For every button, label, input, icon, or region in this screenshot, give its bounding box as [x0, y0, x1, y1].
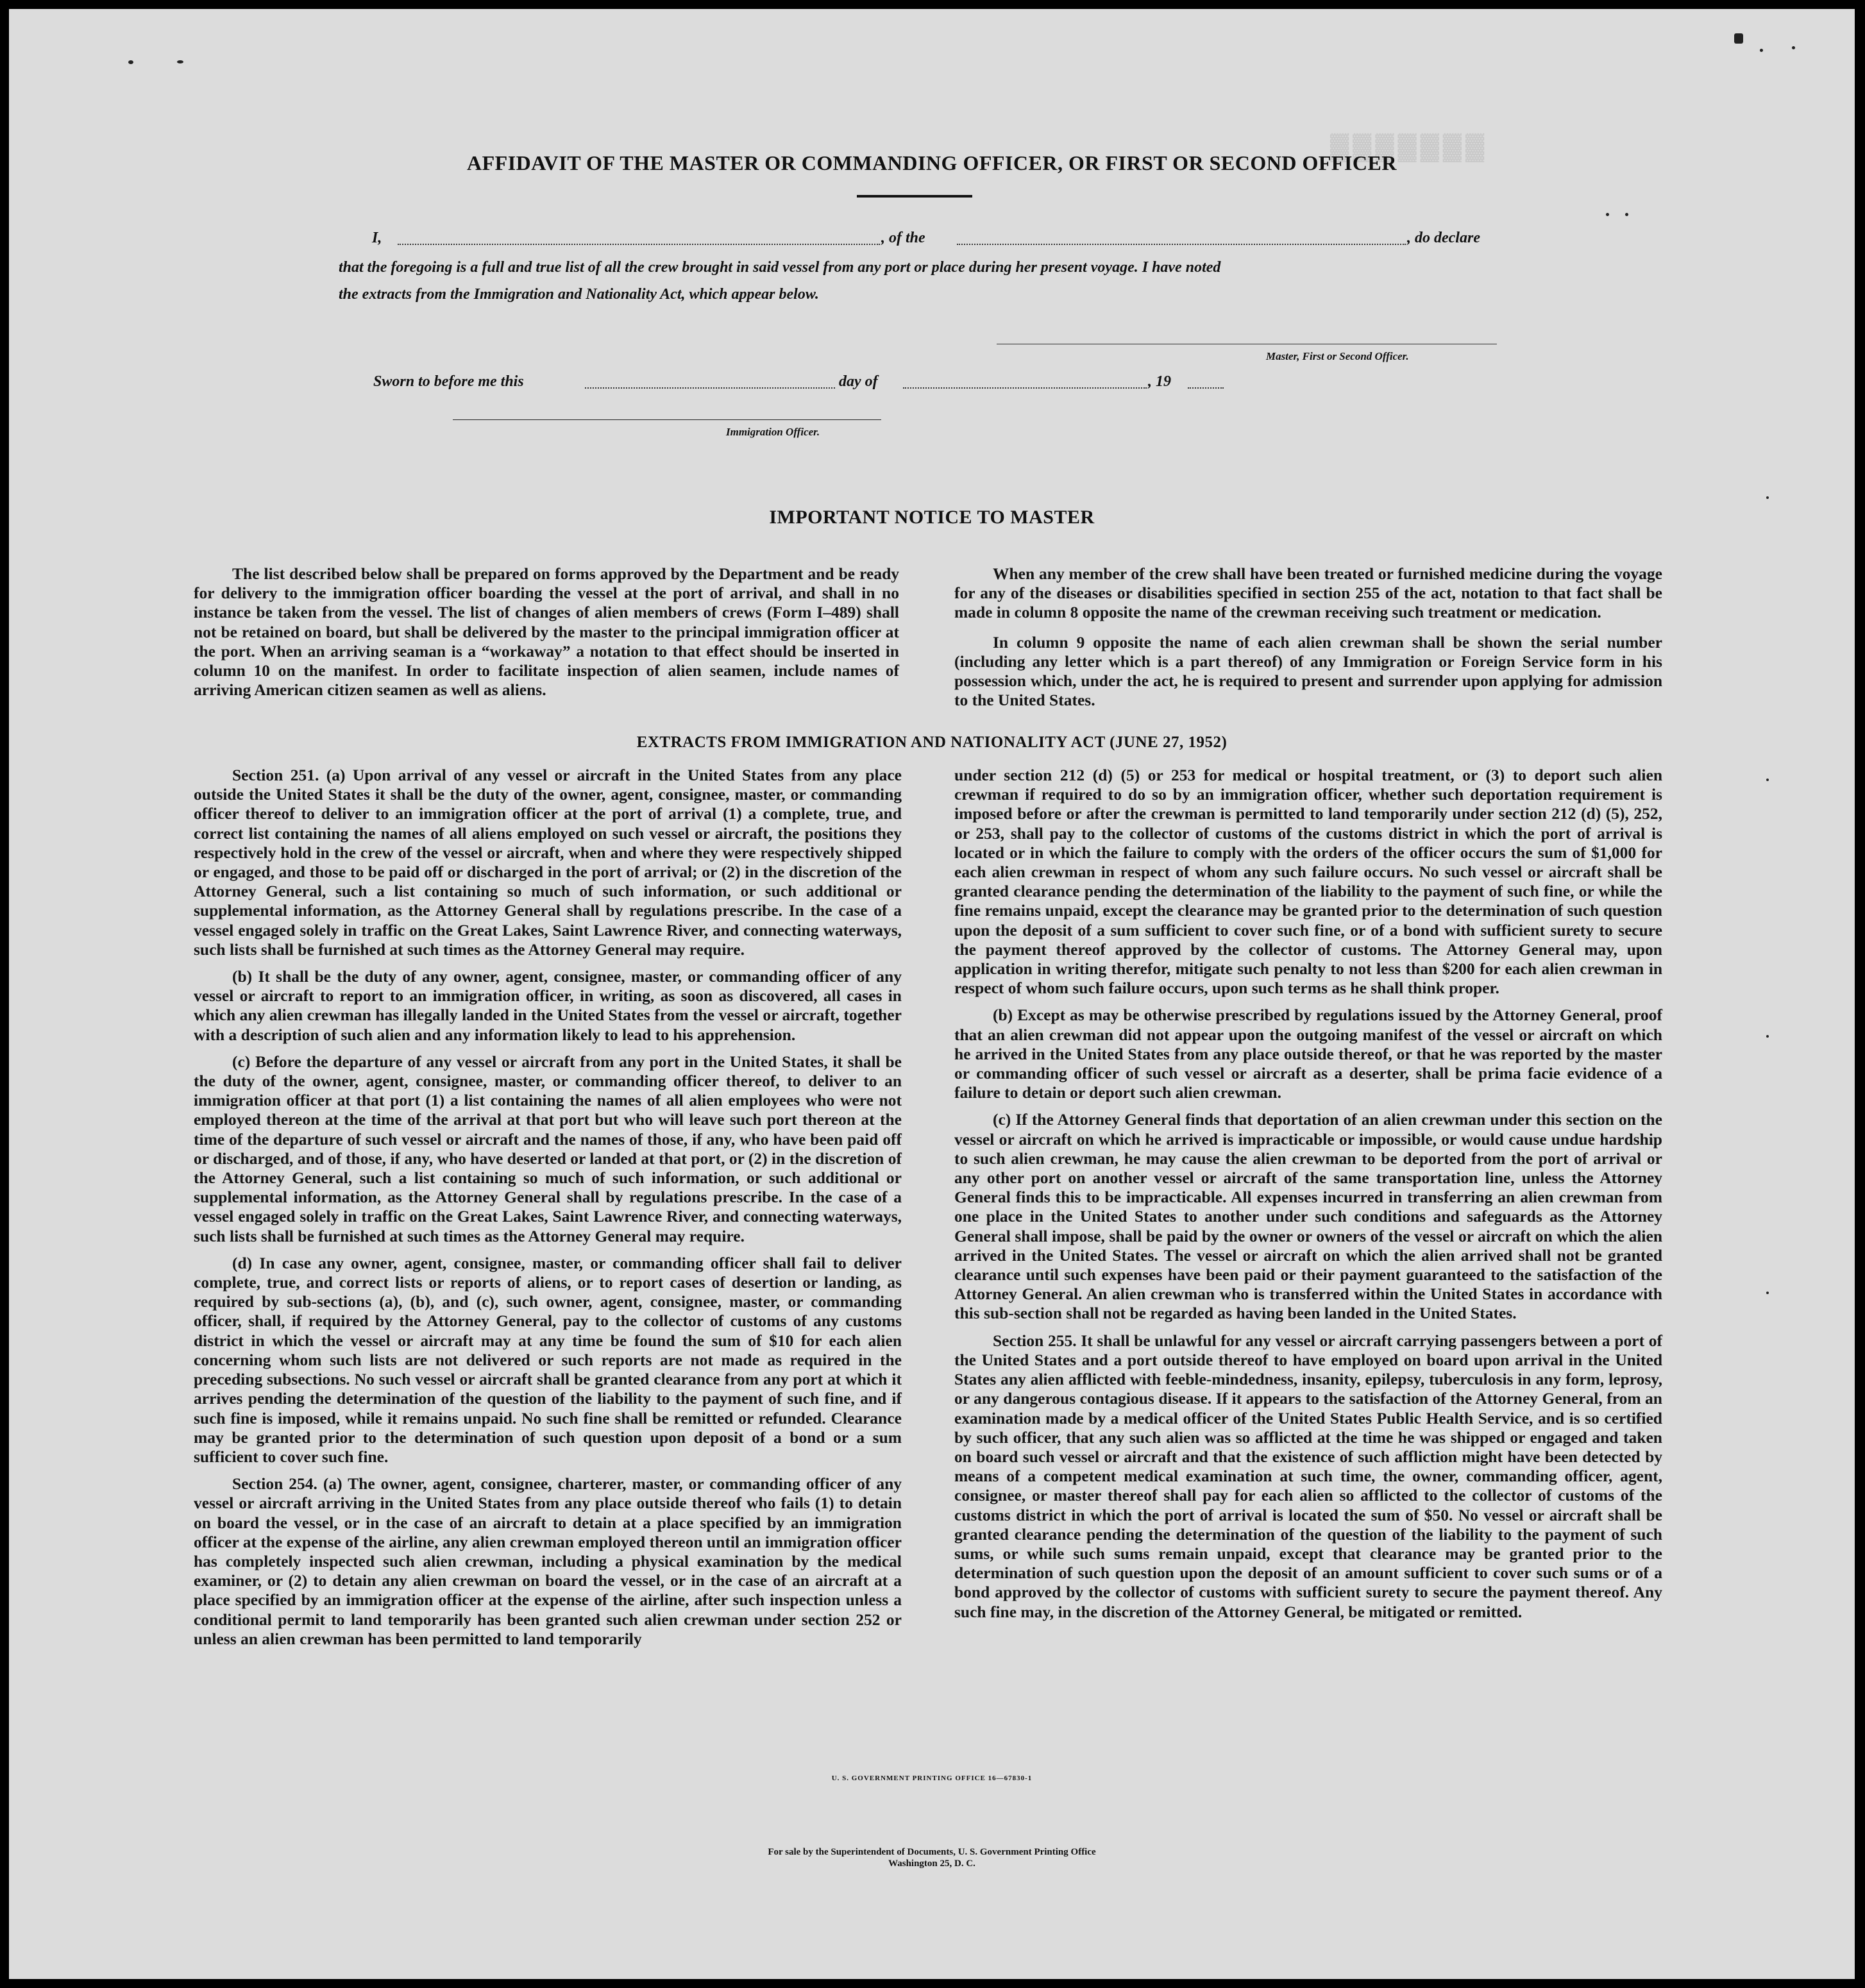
- section-251-b: (b) It shall be the duty of any owner, agent, consignee, master, or commanding officer of any vessel or aircraft to report to an immigration officer, in writing, as soon as discovered, all cases in which any alien crewman has illegally landed in the United States from the vessel or aircraft, together with a description of such alien and any information likely to lead to his apprehension.: [194, 967, 902, 1044]
- declarant-line: [372, 230, 1501, 251]
- sale-notice-line-2: Washington 25, D. C.: [888, 1858, 975, 1869]
- declaration-line-1: that the foregoing is a full and true list of all the crew brought in said vessel from any port or place during her present voyage. I have noted: [339, 259, 1221, 276]
- i-label: I,: [372, 230, 382, 246]
- sworn-label: Sworn to before me this: [373, 373, 524, 390]
- officer-caption: Immigration Officer.: [726, 426, 820, 438]
- section-254-c: (c) If the Attorney General finds that deportation of an alien crewman under this section on the vessel or aircraft on which he arrived is impracticable or impossible, or would cause undue hardship to such alien crewman, he may cause the alien crewman to be deported from the port of arrival or any other port on another vessel or aircraft of the same transportation line, unless the Attorney General finds this to be impracticable. All expenses incurred in transferring an alien crewman from one place in the United States to another under such conditions and safeguards as the Attorney General shall impose, shall be paid by the owner or owners of the vessel or aircraft on which the alien arrived in the United States. The vessel or aircraft on which the alien arrived shall not be granted clearance until such expenses have been paid or their payment guaranteed to the satisfaction of the Attorney General. An alien crewman who is transferred within the United States in accordance with this sub-section shall not be regarded as having been landed in the United States.: [954, 1110, 1662, 1323]
- notice-title: IMPORTANT NOTICE TO MASTER: [769, 507, 1095, 528]
- section-254-a: Section 254. (a) The owner, agent, consignee, charterer, master, or commanding officer of any vessel or aircraft arriving in the United States from any place outside thereof who fails (1) to detain on board the vessel, or in the case of an aircraft to detain at a place specified by an immigration officer at the expense of the airline, any alien crewman employed thereon until an immigration officer has completely inspected such alien crewman, including a physical examination by the medical examiner, or (2) to detain any alien crewman on board the vessel, or in the case of an aircraft at a place specified by an immigration officer at the expense of the airline, after such inspection unless a conditional permit to land temporarily has been granted such alien crewman under section 252 or unless an alien crewman has been permitted to land temporarily: [194, 1474, 902, 1648]
- sworn-year-field[interactable]: [1188, 387, 1224, 389]
- notice-right-column: [954, 564, 1662, 720]
- master-caption: Master, First or Second Officer.: [1266, 350, 1409, 362]
- sale-notice: [9, 1846, 1855, 1869]
- do-declare-label: , do declare: [1407, 230, 1480, 246]
- extracts-title: EXTRACTS FROM IMMIGRATION AND NATIONALITY ACT (JUNE 27, 1952): [636, 734, 1228, 751]
- title-rule: [857, 195, 972, 198]
- extracts-left-column: [194, 766, 902, 1656]
- document-page: [9, 9, 1855, 1979]
- declarant-name-field[interactable]: [398, 244, 880, 245]
- section-255: Section 255. It shall be unlawful for any vessel or aircraft carrying passengers between a port of the United States and a port outside thereof to have employed on board upon arrival in the United States any alien afflicted with feeble-mindedness, insanity, epilepsy, tuberculosis in any form, leprosy, or any dangerous contagious disease. If it appears to the satisfaction of the Attorney General, from an examination made by a medical officer of the United States Public Health Service, and is so certified by such officer, that any such alien was so afflicted at the time he was shipped or engaged and taken on board such vessel or aircraft and that the existence of such affliction might have been detected by means of a competent medical examination at such time, the owner, commanding officer, agent, consignee, or master thereof shall pay for each alien so afflicted to the collector of customs of the customs district in which the port of arrival is located the sum of $50. No vessel or aircraft shall be granted clearance pending the determination of the question of the liability to the payment of such sums, or while such sums remain unpaid, except that clearance may be granted prior to the determination of such question upon the deposit of an amount sufficient to cover such sums or of a bond approved by the collector of customs with sufficient surety to secure the payment thereof. Any such fine may, in the discretion of the Attorney General, be mitigated or remitted.: [954, 1331, 1662, 1621]
- of-the-label: , of the: [881, 230, 925, 246]
- notice-right-paragraph-2: In column 9 opposite the name of each alien crewman shall be shown the serial number (including any letter which is a part thereof) of any Immigration or Foreign Service form in his possession which, under the act, he is required to present and surrender upon applying for admission to the United States.: [954, 632, 1662, 710]
- sale-notice-line-1: For sale by the Superintendent of Documents, U. S. Government Printing Office: [768, 1847, 1096, 1857]
- vessel-name-field[interactable]: [957, 244, 1406, 245]
- notice-right-paragraph-1: When any member of the crew shall have been treated or furnished medicine during the voyage for any of the diseases or disabilities specified in section 255 of the act, notation to that fact shall be made in column 8 opposite the name of the crewman receiving such treatment or medication.: [954, 564, 1662, 622]
- section-254-b: (b) Except as may be otherwise prescribed by regulations issued by the Attorney General, proof that an alien crewman did not appear upon the outgoing manifest of the vessel or aircraft on which he arrived in the United States from any place outside thereof, or that he was reported by the master or commanding officer of such vessel or aircraft as a deserter, shall be prima facie evidence of a failure to detain or deport such alien crewman.: [954, 1006, 1662, 1102]
- affidavit-title: AFFIDAVIT OF THE MASTER OR COMMANDING OFFICER, OR FIRST OR SECOND OFFICER: [467, 151, 1397, 174]
- section-251-c: (c) Before the departure of any vessel or aircraft from any port in the United States, it shall be the duty of the owner, agent, consignee, master, or commanding officer thereof, to deliver to an immigration officer at that port (1) a list containing the names of all alien employees who were not employed thereon at the time of the arrival at that port but who will leave such port thereon at the time of the departure of such vessel or aircraft and the names of those, if any, who have been paid off or discharged, and of those, if any, who have deserted or landed at that port, or (2) in the discretion of the Attorney General, such a list containing so much of such information, or such additional or supplemental information, as the Attorney General shall by regulations prescribe. In the case of a vessel engaged solely in traffic on the Great Lakes, Saint Lawrence River, and connecting waterways, such lists shall be furnished at such times as the Attorney General may require.: [194, 1052, 902, 1245]
- day-of-label: day of: [839, 373, 878, 390]
- extracts-right-column: [954, 766, 1662, 1630]
- year-label: , 19: [1148, 373, 1171, 390]
- gpo-imprint: U. S. GOVERNMENT PRINTING OFFICE 16—67830-1: [831, 1774, 1033, 1782]
- declaration-line-2: the extracts from the Immigration and Nationality Act, which appear below.: [339, 286, 819, 303]
- notice-left-column: [194, 564, 899, 710]
- officer-signature-field[interactable]: [453, 419, 881, 420]
- notice-left-paragraph: The list described below shall be prepared on forms approved by the Department and be ready for delivery to the immigration officer boarding the vessel at the port of arrival, and shall in no instance be taken from the vessel. The list of changes of alien members of crews (Form I–489) shall not be retained on board, but shall be delivered by the master to the principal immigration officer at the port. When an arriving seaman is a “workaway” a notation to that effect should be inserted in column 10 on the manifest. In order to facilitate inspection of alien seamen, include names of arriving American citizen seamen as well as aliens.: [194, 564, 899, 700]
- sworn-day-field[interactable]: [585, 387, 835, 389]
- section-251-d: (d) In case any owner, agent, consignee, master, or commanding officer shall fail to deliver complete, true, and correct lists or reports of aliens, or to report cases of desertion or landing, as required by sub-sections (a), (b), and (c), such owner, agent, consignee, master, or commanding officer, shall, if required by the Attorney General, pay to the collector of customs of any customs district in which the vessel or aircraft may at any time be found the sum of $10 for each alien concerning whom such lists are not delivered or such reports are not made as required in the preceding subsections. No such vessel or aircraft shall be granted clearance from any port at which it arrives pending the determination of the question of the liability to the payment of such fine, and if such fine is imposed, while it remains unpaid. No such fine shall be remitted or refunded. Clearance may be granted prior to the determination of such question upon deposit of a bond or a sum sufficient to cover such fine.: [194, 1253, 902, 1466]
- bleed-through-text: ▓▓▓▓▓▓▓: [1330, 131, 1489, 160]
- section-251-a: Section 251. (a) Upon arrival of any vessel or aircraft in the United States from any place outside the United States it shall be the duty of the owner, agent, consignee, master, or commanding officer thereof to deliver to an immigration officer at the port of arrival (1) a complete, true, and correct list containing the names of all aliens employed on such vessel or aircraft, the positions they respectively hold in the crew of the vessel or aircraft, when and where they were respectively shipped or engaged, and those to be paid off or discharged in the port of arrival; or (2) in the discretion of the Attorney General, such a list containing so much of such information, or such additional or supplemental information, as the Attorney General shall by regulations prescribe. In the case of a vessel engaged solely in traffic on the Great Lakes, Saint Lawrence River, and connecting waterways, such lists shall be furnished at such times as the Attorney General may require.: [194, 766, 902, 959]
- sworn-month-field[interactable]: [903, 387, 1147, 389]
- section-254-a-continued: under section 212 (d) (5) or 253 for medical or hospital treatment, or (3) to deport such alien crewman if required to do so by an immigration officer, whether such deportation requirement is imposed before or after the crewman is permitted to land temporarily under section 212 (d) (5), 252, or 253, shall pay to the collector of customs of the customs district in which the port of arrival is located or in which the failure to comply with the orders of the officer occurs the sum of $1,000 for each alien crewman in respect of whom any such failure occurs. No such vessel or aircraft shall be granted clearance pending the determination of the liability to the payment of such fine, or while the fine remains unpaid, except the clearance may be granted prior to the determination of such question upon the deposit of a sum sufficient to cover such fine, or of a bond with sufficient surety to secure the payment thereof approved by the collector of customs. The Attorney General may, upon application in writing therefor, mitigate such penalty to not less than $200 for each alien crewman in respect of whom such failure occurs, upon such terms as he shall think proper.: [954, 766, 1662, 998]
- sworn-line: [373, 373, 1271, 395]
